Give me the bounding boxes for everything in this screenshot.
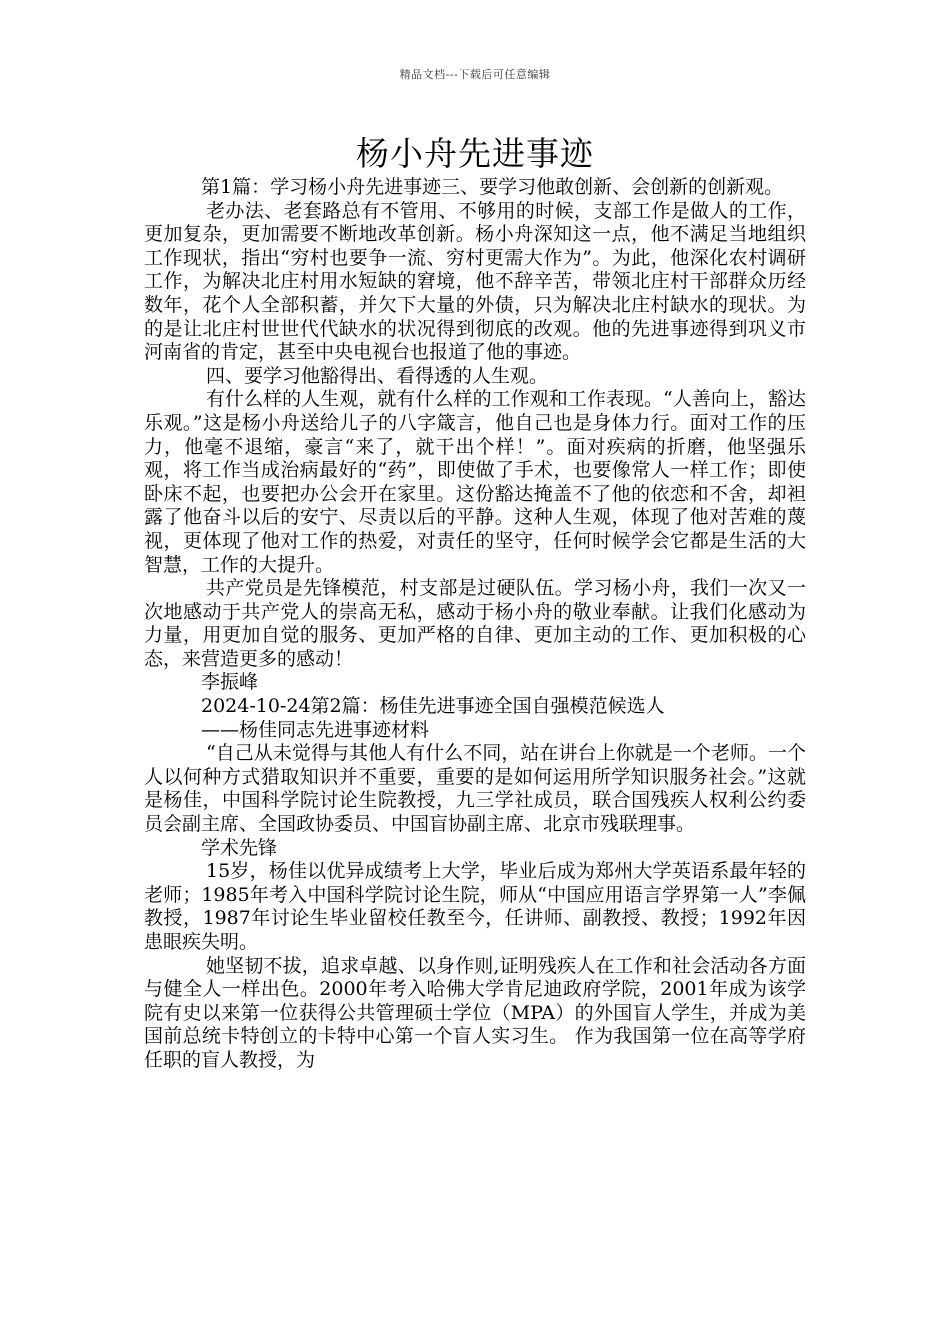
subtitle: ——杨佳同志先进事迹材料 (201, 718, 430, 741)
signature: 李振峰 (201, 671, 259, 694)
page-header-note: 精品文档---下载后可任意编辑 (399, 68, 551, 81)
paragraph: 四、要学习他豁得出、看得透的人生观。 (206, 364, 549, 387)
paragraph: 她坚韧不拔，追求卓越、以身作则,证明残疾人在工作和社会活动各方面与健全人一样出色。2000年考入哈佛大学肯尼迪政府学院，2001年成为该学院有史以来第一位获得公共管理硕士学位（MPA）的外国盲人学生，并成为美国前总统卡特创立的卡特中心第一个盲人实习生。 作为我国第一位在高等学府任职的盲人教授，为 (144, 954, 806, 1071)
section-heading: 学术先锋 (201, 836, 278, 859)
document-title: 杨小舟先进事迹 (356, 134, 594, 173)
paragraph: 有什么样的人生观，就有什么样的工作观和工作表现。“人善向上，豁达乐观。”这是杨小舟送给儿子的八字箴言，他自己也是身体力行。面对工作的压力，他毫不退缩，豪言“来了，就干出个样！”。面对疾病的折磨，他坚强乐观，将工作当成治病最好的“药”，即使做了手术，也要像常人一样工作；即使卧床不起，也要把办公会开在家里。这份豁达掩盖不了他的依恋和不舍，却袒露了他奋斗以后的安宁、尽责以后的平静。这种人生观，体现了他对苦难的蔑视，更体现了他对工作的热爱，对责任的坚守，任何时候学会它都是生活的大智慧，工作的大提升。 (144, 388, 806, 576)
paragraph: 共产党员是先锋模范，村支部是过硬队伍。学习杨小舟，我们一次又一次地感动于共产党人的崇高无私，感动于杨小舟的敬业奉献。让我们化感动为力量，用更加自觉的服务、更加严格的自律、更加主动的工作、更加积极的心态，来营造更多的感动！ (144, 577, 806, 670)
paragraph: 2024-10-24第2篇：杨佳先进事迹全国自强模范候选人 (201, 695, 665, 718)
paragraph: 15岁，杨佳以优异成绩考上大学，毕业后成为郑州大学英语系最年轻的老师；1985年考入中国科学院讨论生院，师从“中国应用语言学界第一人”李佩教授，1987年讨论生毕业留校任教至今，任讲师、副教授、教授；1992年因患眼疾失明。 (144, 860, 806, 953)
document-body (144, 176, 806, 1073)
paragraph: 老办法、老套路总有不管用、不够用的时候，支部工作是做人的工作，更加复杂，更加需要不断地改革创新。杨小舟深知这一点，他不满足当地组织工作现状，指出“穷村也要争一流、穷村更需大作为”。为此，他深化农村调研工作，为解决北庄村用水短缺的窘境，他不辞辛苦，带领北庄村干部群众历经数年，花个人全部积蓄，并欠下大量的外债，只为解决北庄村缺水的现状。为的是让北庄村世世代代缺水的状况得到彻底的改观。他的先进事迹得到巩义市河南省的肯定，甚至中央电视台也报道了他的事迹。 (144, 199, 806, 364)
paragraph: 第1篇：学习杨小舟先进事迹三、要学习他敢创新、会创新的创新观。 (201, 176, 784, 198)
paragraph: “自己从未觉得与其他人有什么不同，站在讲台上你就是一个老师。一个人以何种方式猎取知识并不重要，重要的是如何运用所学知识服务社会。”这就是杨佳，中国科学院讨论生院教授，九三学社成员，联合国残疾人权利公约委员会副主席、全国政协委员、中国盲协副主席、北京市残联理事。 (144, 742, 806, 836)
